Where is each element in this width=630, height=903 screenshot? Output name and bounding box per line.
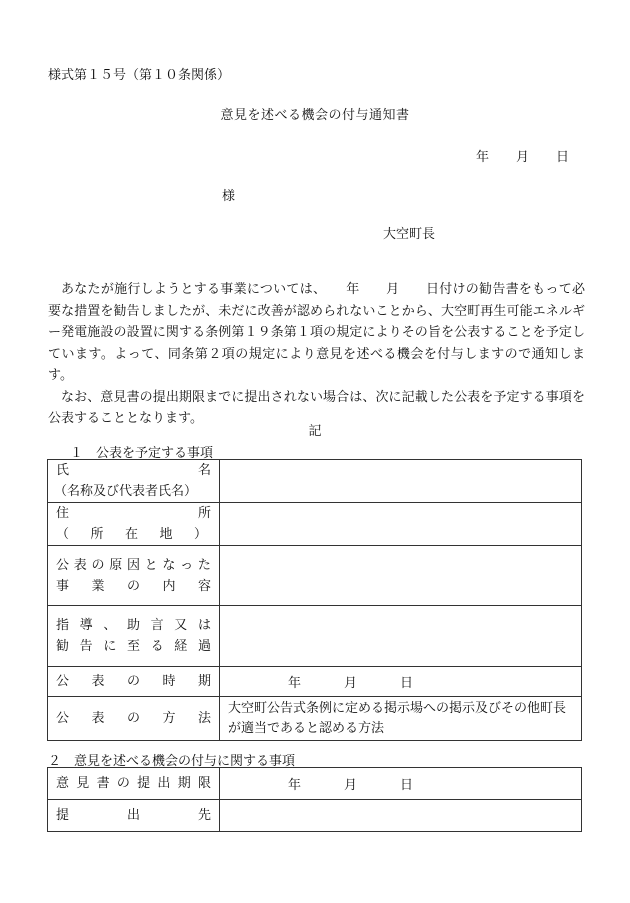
issue-date [476,146,569,165]
date-year: 年 [476,150,490,165]
name-label-line2: （名称及び代表者氏名） [54,484,198,499]
label-char: 公 [56,557,70,573]
deadline-day: 日 [400,778,414,793]
label-char: ） [193,527,207,542]
timing-label-text [56,671,211,692]
guidance-label [48,606,220,667]
method-label-text [56,708,211,729]
label-char: 出 [157,776,171,791]
table-row [48,503,582,546]
label-char: 住 [56,506,70,521]
ki-heading: 記 [308,424,322,439]
label-char: 法 [197,711,211,726]
address-label [48,503,220,546]
label-char: の [91,557,105,573]
cause-label [48,546,220,606]
guidance-value[interactable] [220,606,582,667]
section-1-heading: １ 公表を予定する事項 [70,446,214,461]
label-char: 出 [126,808,140,823]
label-char: な [162,557,176,573]
form-number: 様式第１５号（第１０条関係） [48,68,231,83]
label-char: の [116,776,130,791]
label-char: 勧 [56,639,70,654]
destination-label [48,800,220,832]
label-char: 助 [126,618,140,633]
name-label-line1 [56,460,211,481]
label-char: （ [56,527,70,542]
label-char: 書 [96,776,110,791]
name-value[interactable] [220,460,582,503]
label-char: 過 [197,639,211,654]
opinion-opportunity-table [47,767,582,832]
label-char: 内 [162,578,176,594]
label-char: 表 [73,557,87,573]
table-row [48,606,582,667]
destination-value[interactable] [220,800,582,832]
label-char: 業 [91,578,105,594]
label-char: 経 [174,639,188,654]
label-char: 公 [56,674,70,689]
label-char: 所 [197,506,211,521]
body-paragraph-2: なお、意見書の提出期限までに提出されない場合は、次に記載した公表を予定する事項を公表することとなります。 [48,389,585,426]
label-char: 表 [91,674,105,689]
addressee: 様 [222,189,236,204]
label-char: 告 [79,639,93,654]
address-value[interactable] [220,503,582,546]
name-label [48,460,220,503]
label-char: の [126,711,140,726]
label-char: の [126,578,140,594]
label-char: 導 [79,618,93,633]
label-char: 氏 [56,463,70,478]
label-char: 在 [124,527,138,542]
deadline-year: 年 [288,778,302,793]
label-char: 又 [174,618,188,633]
cause-value[interactable] [220,546,582,606]
timing-label [48,667,220,697]
label-char: っ [180,557,194,573]
publication-items-table [47,459,582,741]
table-row [48,667,582,697]
notice-body [48,279,585,430]
label-char: の [126,674,140,689]
document-title: 意見を述べる機会の付与通知書 [220,108,410,123]
label-char: と [144,557,158,573]
label-char: 見 [76,776,90,791]
timing-month: 月 [344,676,358,691]
guidance-label-line1 [56,615,211,636]
label-char: 表 [91,711,105,726]
label-char: 至 [126,639,140,654]
label-char: 意 [56,776,70,791]
label-char: 原 [109,557,123,573]
guidance-label-line2 [56,636,211,657]
table-row [48,768,582,800]
deadline-value[interactable] [220,768,582,800]
address-label-line2 [56,524,211,545]
sender: 大空町長 [383,227,436,242]
label-char: 公 [56,711,70,726]
label-char: 指 [56,618,70,633]
table-row [48,800,582,832]
deadline-month: 月 [344,778,358,793]
label-char: 時 [162,674,176,689]
cause-label-line1 [56,555,211,576]
date-month: 月 [516,150,530,165]
timing-year: 年 [288,676,302,691]
label-char: 提 [56,808,70,823]
deadline-label-text [56,773,211,794]
address-label-line1 [56,503,211,524]
label-char: は [197,618,211,633]
label-char: 地 [159,527,173,542]
label-char: 限 [197,776,211,791]
label-char: に [103,639,117,654]
deadline-label [48,768,220,800]
label-char: 、 [103,618,117,633]
label-char: 容 [197,578,211,594]
label-char: た [197,557,211,573]
table-row [48,460,582,503]
method-value: 大空町公告式条例に定める掲示場への掲示及びその他町長が適当であると認める方法 [220,697,582,741]
timing-day: 日 [400,676,414,691]
cause-label-line2 [56,576,211,597]
label-char: 期 [197,674,211,689]
label-char: 提 [137,776,151,791]
label-char: 因 [126,557,140,573]
date-day: 日 [556,150,570,165]
label-char: 所 [90,527,104,542]
body-paragraph-1: あなたが施行しようとする事業については、 年 月 日付けの勧告書をもって必要な措置を勧告しましたが、未だに改善が認められないことから、大空町再生可能エネルギー発電施設の設置に関する条例第１９条第１項の規定によりその旨を公表することを予定しています。よって、同条第２項の規定により意見を述べる機会を付与しますので通知します。 [48,282,585,383]
timing-value[interactable] [220,667,582,697]
label-char: 事 [56,578,70,594]
method-label [48,697,220,741]
table-row [48,546,582,606]
label-char: る [150,639,164,654]
label-char: 方 [162,711,176,726]
label-char: 言 [150,618,164,633]
label-char: 先 [197,808,211,823]
label-char: 名 [197,463,211,478]
label-char: 期 [177,776,191,791]
destination-label-text [56,805,211,826]
table-row [48,697,582,741]
section-2-heading: ２ 意見を述べる機会の付与に関する事項 [48,754,296,769]
